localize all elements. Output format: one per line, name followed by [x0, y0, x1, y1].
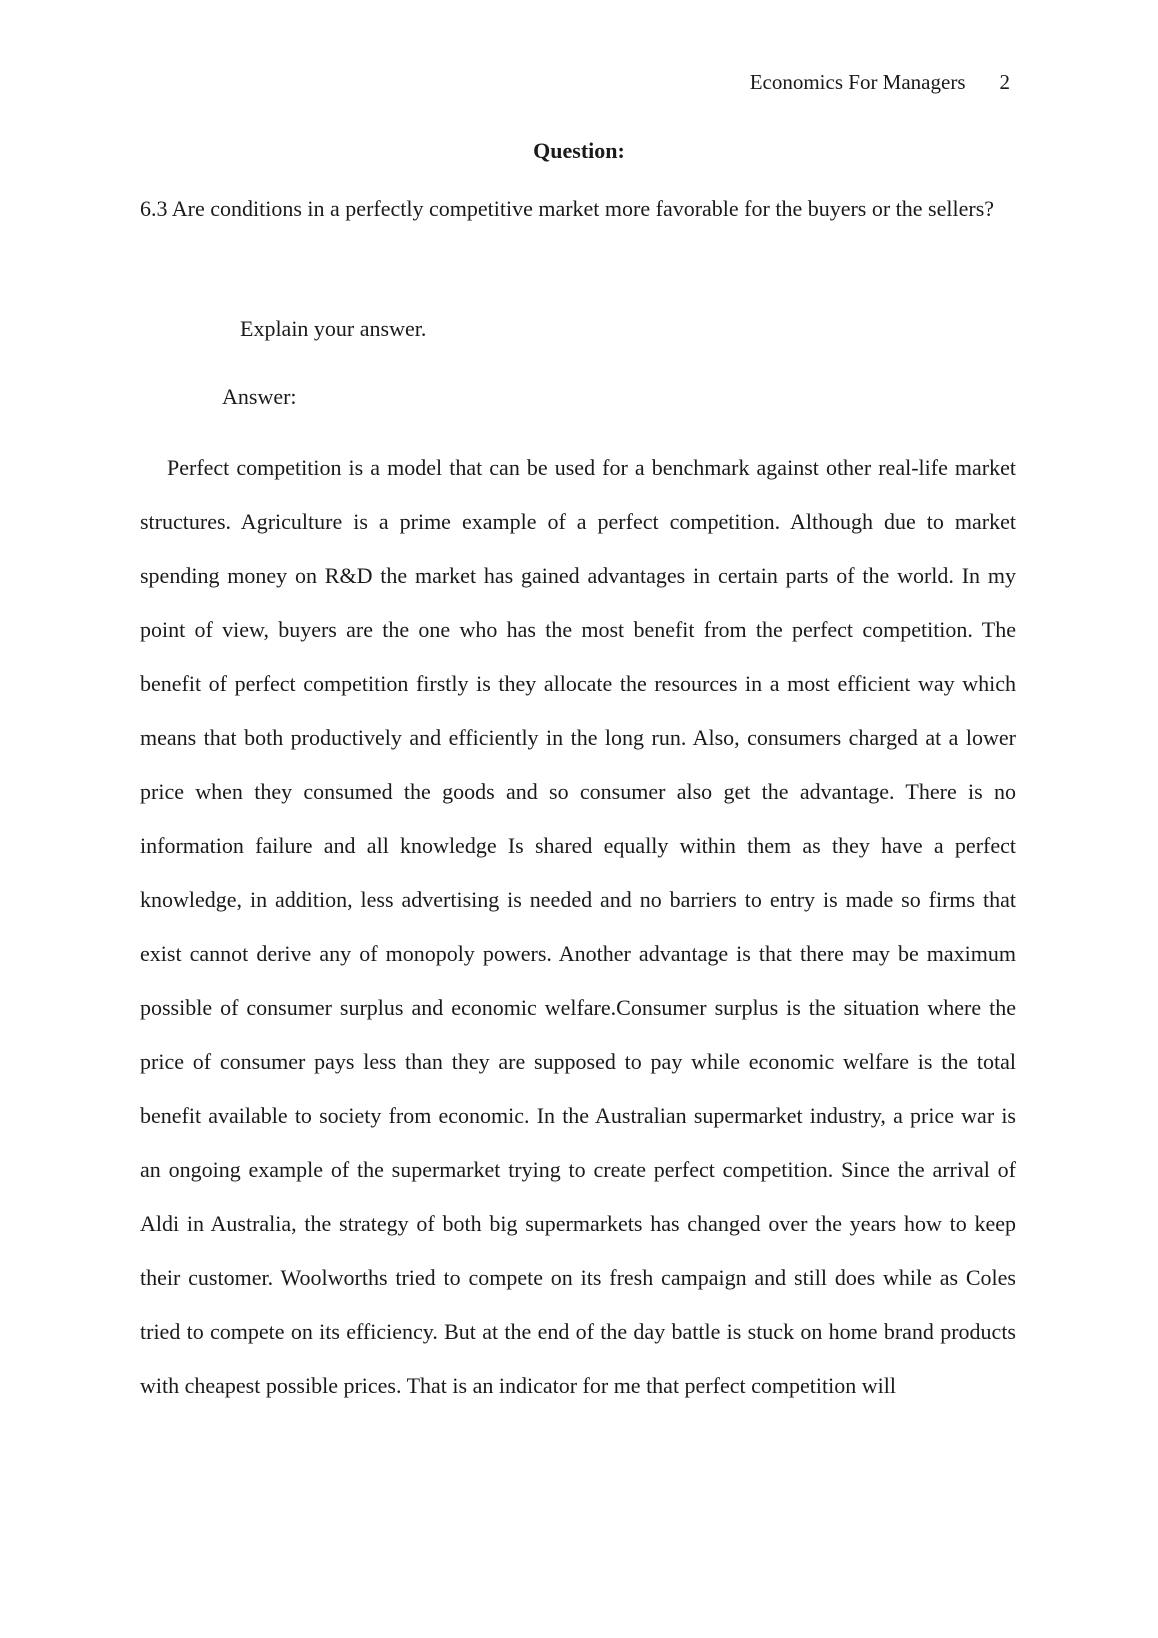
answer-label: Answer:: [222, 384, 297, 409]
running-head: [750, 68, 1010, 96]
question-text: 6.3 Are conditions in a perfectly competitive market more favorable for the buyers or the sellers?: [140, 196, 995, 221]
question-heading: Question:: [533, 138, 625, 163]
page-number: 2: [999, 70, 1010, 94]
answer-text: Perfect competition is a model that can be used for a benchmark against other real-life market structures. Agriculture is a prime example of a perfect competition. Although due to market spending money on R&D the market has gained advantages in certain parts of the world. In my point of view, buyers are the one who has the most benefit from the perfect competition. The benefit of perfect competition firstly is they allocate the resources in a most efficient way which means that both productively and efficiently in the long run. Also, consumers charged at a lower price when they consumed the goods and so consumer also get the advantage. There is no information failure and all knowledge Is shared equally within them as they have a perfect knowledge, in addition, less advertising is needed and no barriers to entry is made so firms that exist cannot derive any of monopoly powers. Another advantage is that there may be maximum possible of consumer surplus and economic welfare.Consumer surplus is the situation where the price of consumer pays less than they are supposed to pay while economic welfare is the total benefit available to society from economic. In the Australian supermarket industry, a price war is an ongoing example of the supermarket trying to create perfect competition. Since the arrival of Aldi in Australia, the strategy of both big supermarkets has changed over the years how to keep their customer. Woolworths tried to compete on its fresh campaign and still does while as Coles tried to compete on its efficiency. But at the end of the day battle is stuck on home brand products with cheapest possible prices. That is an indicator for me that perfect competition will: [140, 455, 1016, 1398]
running-title: Economics For Managers: [749, 70, 966, 94]
question-instruction: Explain your answer.: [240, 316, 427, 341]
